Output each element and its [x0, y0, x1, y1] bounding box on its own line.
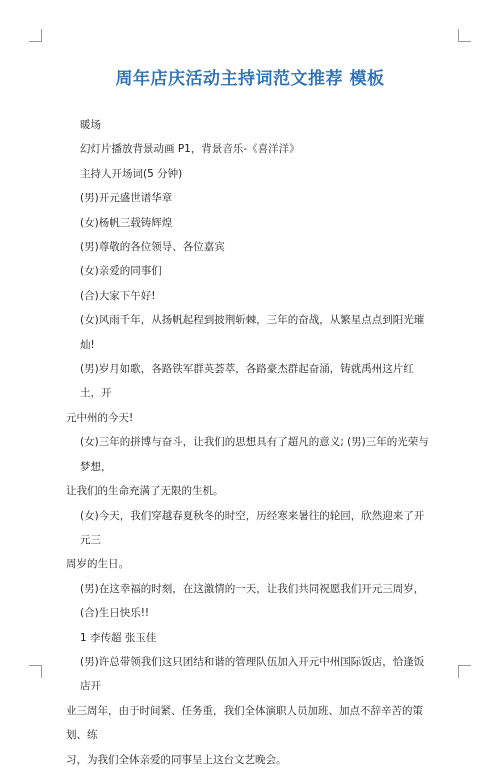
- paragraph-wrapped: [66, 430, 430, 503]
- paragraph-wrapped: [66, 357, 430, 430]
- paragraph: 幻灯片播放背景动画 P1，背景音乐-《喜洋洋》: [80, 143, 300, 156]
- paragraph-line: (女)今天，我们穿越春夏秋冬的时空，历经寒来暑往的轮回，欣然迎来了开元三: [80, 509, 425, 546]
- paragraph-line: (男)许总带领我们这只团结和谐的管理队伍加入开元中州国际饭店，恰逢饭店开: [80, 655, 425, 693]
- document-title: 周年店庆活动主持词范文推荐 模板: [115, 69, 385, 89]
- paragraph-line: (男)岁月如歌，各路铁军群英荟萃，各路豪杰群起奋涌，铸就禹州这片红土，开: [80, 363, 414, 400]
- crop-mark-bottom-right: [458, 665, 471, 678]
- paragraph: (男)开元盛世谱华章: [80, 192, 173, 205]
- paragraph-wrapped: [66, 650, 430, 772]
- paragraph: 暖场: [80, 119, 101, 131]
- paragraph: (女)亲爱的同事们: [80, 265, 162, 278]
- paragraph: (男)尊敬的各位领导、各位嘉宾: [80, 241, 225, 254]
- document-body: [66, 113, 430, 772]
- paragraph: (合)大家下午好!: [80, 289, 156, 302]
- paragraph: (女)杨帆三载铸辉煌: [80, 216, 173, 229]
- paragraph-wrapped: [66, 504, 430, 577]
- paragraph-line: 让我们的生命充满了无限的生机。: [66, 485, 224, 498]
- paragraph: (男)在这幸福的时刻，在这激情的一天，让我们共同祝愿我们开元三周岁，: [80, 582, 425, 595]
- paragraph-line: 业三周年，由于时间紧、任务重，我们全体演职人员加班、加点不辞辛苦的策划、练: [66, 704, 423, 742]
- paragraph: 主持人开场词(5 分钟): [80, 167, 183, 180]
- paragraph-line: 习，为我们全体亲爱的同事呈上这台文艺晚会。: [66, 753, 287, 766]
- crop-mark-top-left: [29, 29, 42, 42]
- paragraph: 1 李传超 张玉佳: [80, 631, 157, 644]
- crop-mark-top-right: [458, 29, 471, 42]
- paragraph-line: (女)三年的拼博与奋斗，让我们的思想具有了超凡的意义; (男)三年的光荣与梦想，: [80, 436, 429, 473]
- crop-mark-bottom-left: [29, 665, 42, 678]
- paragraph: (合)生日快乐!!: [80, 607, 150, 620]
- paragraph-line: 元中州的今天!: [66, 411, 134, 424]
- paragraph-line: 周岁的生日。: [66, 558, 129, 571]
- paragraph: (女)风雨千年，从扬帆起程到披荆斩棘，三年的奋战，从繁星点点到阳光璀灿!: [80, 314, 425, 351]
